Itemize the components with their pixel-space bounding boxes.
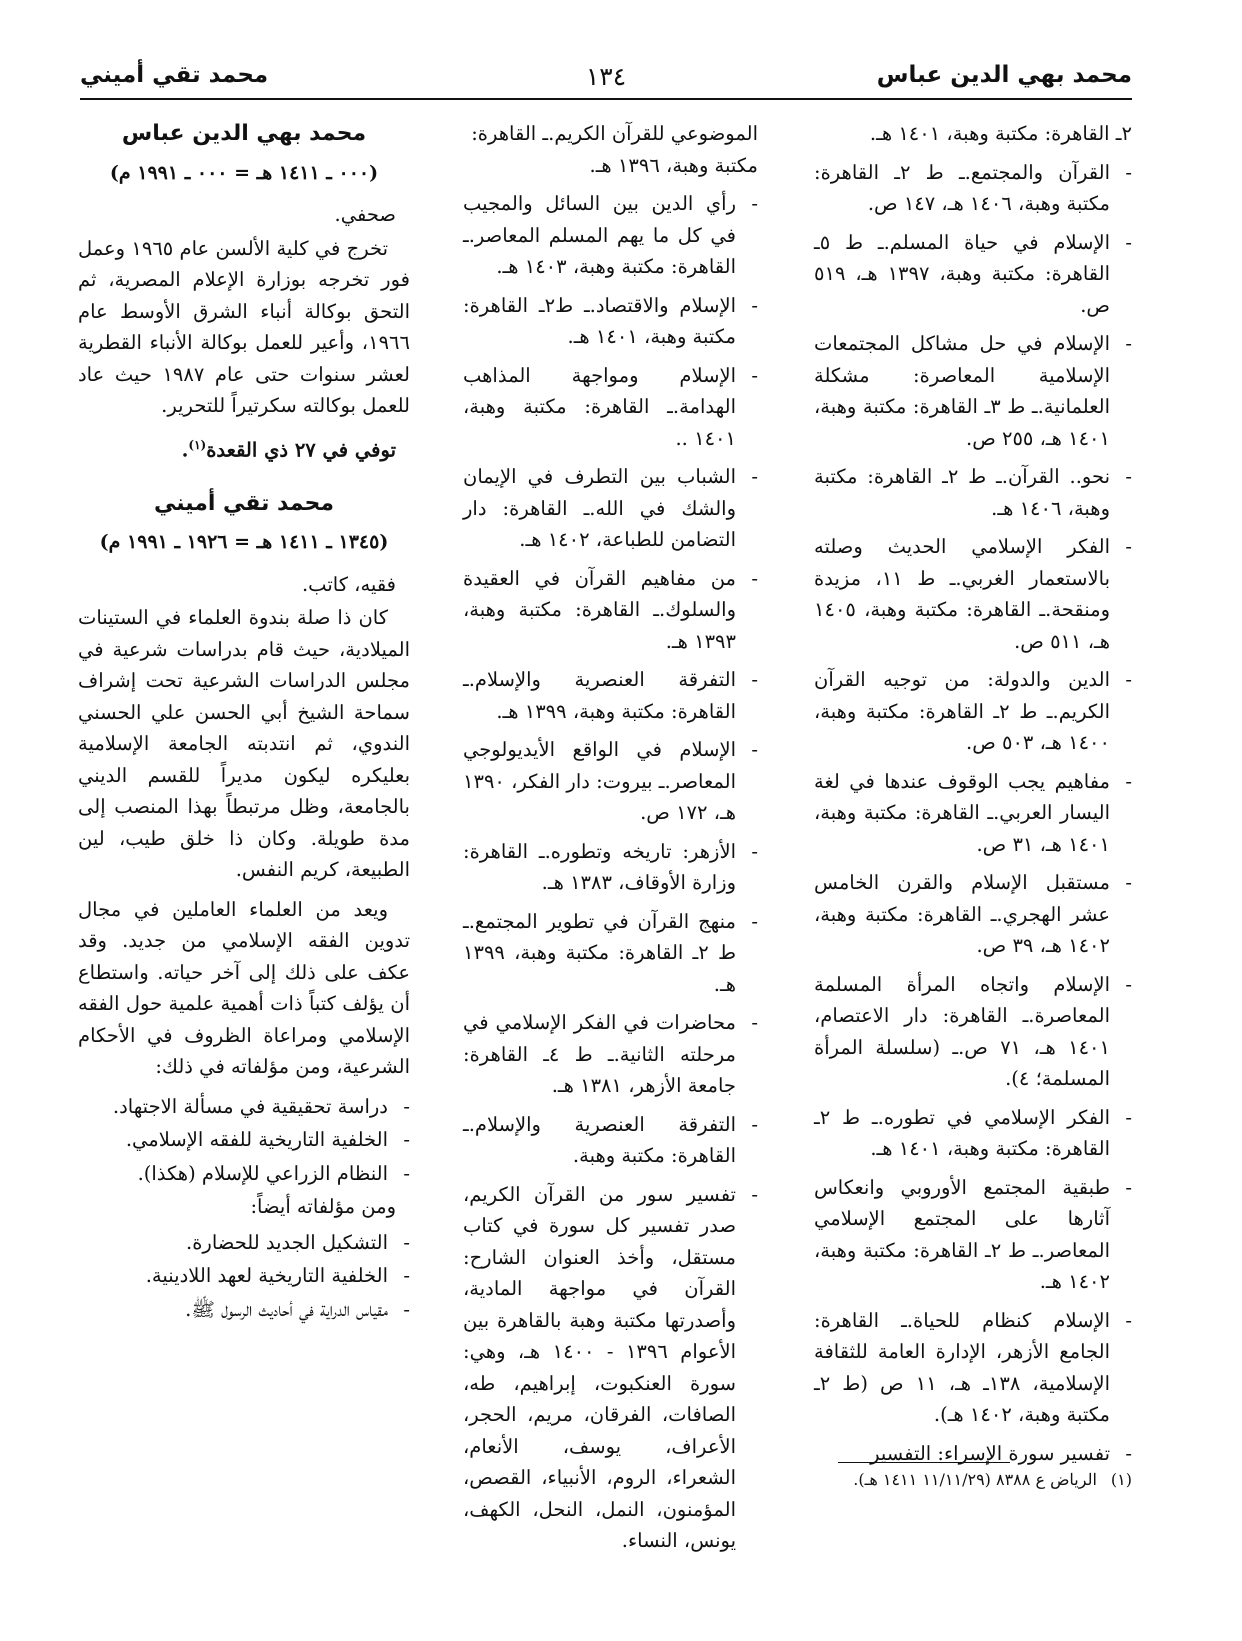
bullet-dash: - (751, 363, 758, 387)
list-item (463, 906, 758, 1001)
list-item (463, 188, 758, 283)
running-head-left: محمد تقي أميني (80, 62, 269, 88)
bullet-dash: - (1125, 1441, 1132, 1465)
work-title: مقياس الدراية في أحاديث الرسول ﷺ. (185, 1297, 388, 1321)
bullet-dash: - (751, 192, 758, 215)
left-column (78, 118, 410, 1327)
list-item (78, 1294, 410, 1326)
biography-title: محمد تقي أميني (154, 490, 334, 516)
bullet-dash: - (1125, 1105, 1132, 1129)
list-item (463, 290, 758, 353)
list-item (814, 1172, 1132, 1298)
bullet-dash: - (751, 1011, 758, 1034)
entry-text: الشباب بين التطرف في الإيمان والشك في الله.ـ القاهرة: دار التضامن للطباعة، ١٤٠٢ هـ. (463, 465, 736, 551)
entry-text: الدين والدولة: من توجيه القرآن الكريم.ـ ط ٢ـ القاهرة: مكتبة وهبة، ١٤٠٠ هـ، ٥٠٣ ص. (814, 668, 1110, 754)
bullet-dash: - (751, 668, 758, 691)
list-item (463, 360, 758, 455)
list-item (78, 1260, 410, 1292)
biography-dates: (٠٠٠ ـ ١٤١١ هـ = ٠٠٠ ـ ١٩٩١ م) (109, 161, 379, 184)
entry-text: التفرقة العنصرية والإسلام.ـ القاهرة: مكتبة وهبة. (463, 1112, 736, 1167)
bullet-dash: - (1125, 972, 1132, 996)
list-item (78, 1227, 410, 1259)
biography-paragraph: تخرج في كلية الألسن عام ١٩٦٥ وعمل فور تخرجه بوزارة الإعلام المصرية، ثم التحق بوكالة أنباء الشرق الأوسط عام ١٩٦٦، وأعير للعمل بوكالة الأنباء القطرية لعشر سنوات حتى عام ١٩٨٧ حيث عاد للعمل بوكالته سكرتيراً للتحرير. (78, 236, 410, 417)
list-item (463, 461, 758, 556)
bullet-dash: - (1125, 230, 1132, 254)
continued-entry: ٢ـ القاهرة: مكتبة وهبة، ١٤٠١ هـ. (869, 122, 1132, 145)
entry-text: محاضرات في الفكر الإسلامي في مرحلته الثانية.ـ ط ٤ـ القاهرة: جامعة الأزهر، ١٣٨١ هـ. (463, 1011, 736, 1097)
death-date: توفي في ٢٧ ذي القعدة (206, 438, 396, 461)
bibliography-list (814, 157, 1132, 1470)
bullet-dash: - (403, 1161, 410, 1185)
biography-paragraph: كان ذا صلة بندوة العلماء في الستينات الميلادية، حيث قام بدراسات شرعية في مجلس الدراسات الشرعية تحت إشراف سماحة الشيخ أبي الحسن علي الحسني الندوي، ثم انتدبته الجامعة الإسلامية بعليكره ليكون مديراً للقسم الديني بالجامعة، وظل مرتبطاً بهذا المنصب إلى مدة طويلة. وكان ذا خلق طيب، لين الطبيعة، كريم النفس. (78, 606, 410, 881)
bullet-dash: - (1125, 1175, 1132, 1199)
bullet-dash: - (751, 566, 758, 590)
list-item (814, 531, 1132, 657)
entry-text: منهج القرآن في تطوير المجتمع.ـ ط ٢ـ القاهرة: مكتبة وهبة، ١٣٩٩ هـ. (463, 909, 737, 996)
entry-text: الفكر الإسلامي في تطوره.ـ ط ٢ـ القاهرة: مكتبة وهبة، ١٤٠١ هـ. (814, 1105, 1110, 1160)
list-item (814, 664, 1132, 759)
entry-text: القرآن والمجتمع.ـ ط ٢ـ القاهرة: مكتبة وهبة، ١٤٠٦ هـ، ١٤٧ ص. (814, 160, 1111, 215)
entry-text: الإسلام كنظام للحياة.ـ القاهرة: الجامع الأزهر، الإدارة العامة للثقافة الإسلامية، ١٣٨ـ هـ، ١١ ص (ط ٢ـ مكتبة وهبة، ١٤٠٢ هـ). (814, 1308, 1110, 1426)
bullet-dash: - (1125, 465, 1132, 488)
biography-dates: (١٣٤٥ ـ ١٤١١ هـ = ١٩٢٦ ـ ١٩٩١ م) (99, 531, 389, 553)
entry-text: الإسلام والاقتصاد.ـ ط٢ـ القاهرة: مكتبة وهبة، ١٤٠١ هـ. (463, 293, 737, 348)
footnote-text: الرياض ع ٨٣٨٨ (١١/١١/٢٩ ١٤١١ هـ). (853, 1470, 1097, 1489)
works-list (78, 1227, 410, 1326)
bullet-dash: - (403, 1128, 410, 1151)
entry-text: رأي الدين بين السائل والمجيب في كل ما يهم المسلم المعاصر.ـ القاهرة: مكتبة وهبة، ١٤٠٣ هـ. (463, 192, 736, 278)
list-item (814, 969, 1132, 1095)
bullet-dash: - (751, 839, 758, 863)
works-list (78, 1091, 410, 1190)
bullet-dash: - (751, 465, 758, 488)
list-item (814, 1102, 1132, 1165)
right-column (814, 118, 1132, 1476)
bullet-dash: - (751, 293, 758, 317)
biography-role: صحفي. (334, 203, 396, 226)
list-item (814, 1305, 1132, 1431)
running-head-right: محمد بهي الدين عباس (876, 62, 1132, 88)
entry-text: الإسلام ومواجهة المذاهب الهدامة.ـ القاهرة: مكتبة وهبة، ١٤٠١ .. (463, 363, 736, 450)
footnote-number: (١) (1110, 1470, 1132, 1489)
entry-text: الإسلام واتجاه المرأة المسلمة المعاصرة.ـ القاهرة: دار الاعتصام، ١٤٠١ هـ، ٧١ ص.ـ (سلسلة المرأة المسلمة؛ ٤). (814, 972, 1110, 1090)
bullet-dash: - (1125, 1308, 1132, 1332)
biography-death-note: توفي في ٢٧ ذي القعدة$^{(١)}$. (181, 437, 396, 461)
entry-text: تفسير سور من القرآن الكريم، صدر تفسير كل سورة في كتاب مستقل، وأخذ العنوان الشارح: القرآن في مواجهة المادية، وأصدرتها مكتبة وهبة بالقاهرة بين الأعوام ١٣٩٦ - ١٤٠٠ هـ، وهي: سورة العنكبوت، إبراهيم، طه، الصافات، الفرقان، مريم، الحجر، الأعراف، يوسف، الأنعام، الشعراء، الروم، الأنبياء، القصص، المؤمنون، النمل، النحل، الكهف، يونس، النساء. (463, 1182, 736, 1552)
list-item (78, 1158, 410, 1190)
biography-title: محمد بهي الدين عباس (121, 121, 367, 146)
bullet-dash: - (1125, 160, 1132, 184)
entry-text: الإسلام في الواقع الأيديولوجي المعاصر.ـ بيروت: دار الفكر، ١٣٩٠ هـ، ١٧٢ ص. (463, 738, 736, 824)
bullet-dash: - (751, 1182, 758, 1206)
list-item (78, 1124, 410, 1156)
list-item (463, 836, 758, 899)
entry-text: طبقية المجتمع الأوروبي وانعكاس آثارها على المجتمع الإسلامي المعاصر.ـ ط ٢ـ القاهرة: مكتبة وهبة، ١٤٠٢ هـ. (814, 1175, 1110, 1293)
entry-text: الفكر الإسلامي الحديث وصلته بالاستعمار الغربي.ـ ط ١١، مزيدة ومنقحة.ـ القاهرة: مكتبة وهبة، ١٤٠٥ هـ، ٥١١ ص. (814, 535, 1111, 653)
biography-paragraph: ويعد من العلماء العاملين في مجال تدوين الفقه الإسلامي من جديد. وقد عكف على ذلك إلى آخر حياته. واستطاع أن يؤلف كتباً ذات أهمية علمية حول الفقه الإسلامي ومراعاة الظروف في الأحكام الشرعية، ومن مؤلفاته في ذلك: (78, 897, 410, 1078)
entry-text: الإسلام في حل مشاكل المجتمعات الإسلامية المعاصرة: مشكلة العلمانية.ـ ط ٣ـ القاهرة: مكتبة وهبة، ١٤٠١ هـ، ٢٥٥ ص. (814, 332, 1111, 450)
list-item (814, 1438, 1132, 1470)
bullet-dash: - (751, 1112, 758, 1136)
entry-text: مفاهيم يجب الوقوف عندها في لغة اليسار العربي.ـ القاهرة: مكتبة وهبة، ١٤٠١ هـ، ٣١ ص. (814, 769, 1110, 856)
entry-text: الإسلام في حياة المسلم.ـ ط ٥ـ القاهرة: مكتبة وهبة، ١٣٩٧ هـ، ٥١٩ ص. (814, 230, 1111, 317)
work-title: النظام الزراعي للإسلام (هكذا). (137, 1161, 388, 1185)
footnote-rule (838, 1462, 1010, 1463)
entry-text: مستقبل الإسلام والقرن الخامس عشر الهجري.ـ القاهرة: مكتبة وهبة، ١٤٠٢ هـ، ٣٩ ص. (814, 871, 1110, 957)
bullet-dash: - (403, 1230, 410, 1254)
list-item (463, 1179, 758, 1557)
list-item (463, 563, 758, 658)
list-item (463, 1007, 758, 1102)
bullet-dash: - (1125, 668, 1132, 691)
list-item (814, 328, 1132, 454)
biography-role: فقيه، كاتب. (301, 572, 396, 596)
list-item (814, 766, 1132, 861)
bullet-dash: - (1125, 332, 1132, 355)
footnote-reference: (١) (188, 437, 207, 452)
list-item (463, 1109, 758, 1172)
work-title: الخلفية التاريخية للفقه الإسلامي. (125, 1128, 388, 1151)
entry-text: تفسير سورة الإسراء: التفسير (870, 1441, 1110, 1465)
bullet-dash: - (403, 1264, 410, 1287)
continued-entry: الموضوعي للقرآن الكريم.ـ القاهرة: مكتبة وهبة، ١٣٩٦ هـ. (471, 122, 758, 177)
middle-column (463, 118, 758, 1564)
footnote (802, 1470, 1132, 1489)
list-item (78, 1091, 410, 1123)
bibliography-list (463, 188, 758, 1557)
list-item (814, 227, 1132, 322)
bullet-dash: - (1125, 871, 1132, 894)
page-header (80, 62, 1132, 96)
bullet-dash: - (751, 738, 758, 761)
work-title: دراسة تحقيقية في مسألة الاجتهاد. (112, 1094, 388, 1118)
entry-text: من مفاهيم القرآن في العقيدة والسلوك.ـ القاهرة: مكتبة وهبة، ١٣٩٣ هـ. (463, 566, 736, 653)
header-rule (80, 98, 1132, 100)
entry-text: التفرقة العنصرية والإسلام.ـ القاهرة: مكتبة وهبة، ١٣٩٩ هـ. (463, 668, 736, 723)
list-item (463, 664, 758, 727)
work-title: التشكيل الجديد للحضارة. (186, 1230, 388, 1254)
entry-text: نحو.. القرآن.ـ ط ٢ـ القاهرة: مكتبة وهبة، ١٤٠٦ هـ. (814, 465, 1110, 520)
entry-text: الأزهر: تاريخه وتطوره.ـ القاهرة: وزارة الأوقاف، ١٣٨٣ هـ. (463, 839, 736, 894)
bullet-dash: - (403, 1297, 410, 1321)
list-item (814, 157, 1132, 220)
works-intro: ومن مؤلفاته أيضاً: (250, 1195, 396, 1218)
bullet-dash: - (403, 1094, 410, 1118)
page-number: ١٣٤ (585, 62, 627, 91)
bullet-dash: - (1125, 535, 1132, 558)
bullet-dash: - (1125, 769, 1132, 793)
work-title: الخلفية التاريخية لعهد اللادينية. (145, 1264, 388, 1287)
list-item (463, 734, 758, 829)
list-item (814, 461, 1132, 524)
list-item (814, 867, 1132, 962)
bullet-dash: - (751, 909, 758, 933)
